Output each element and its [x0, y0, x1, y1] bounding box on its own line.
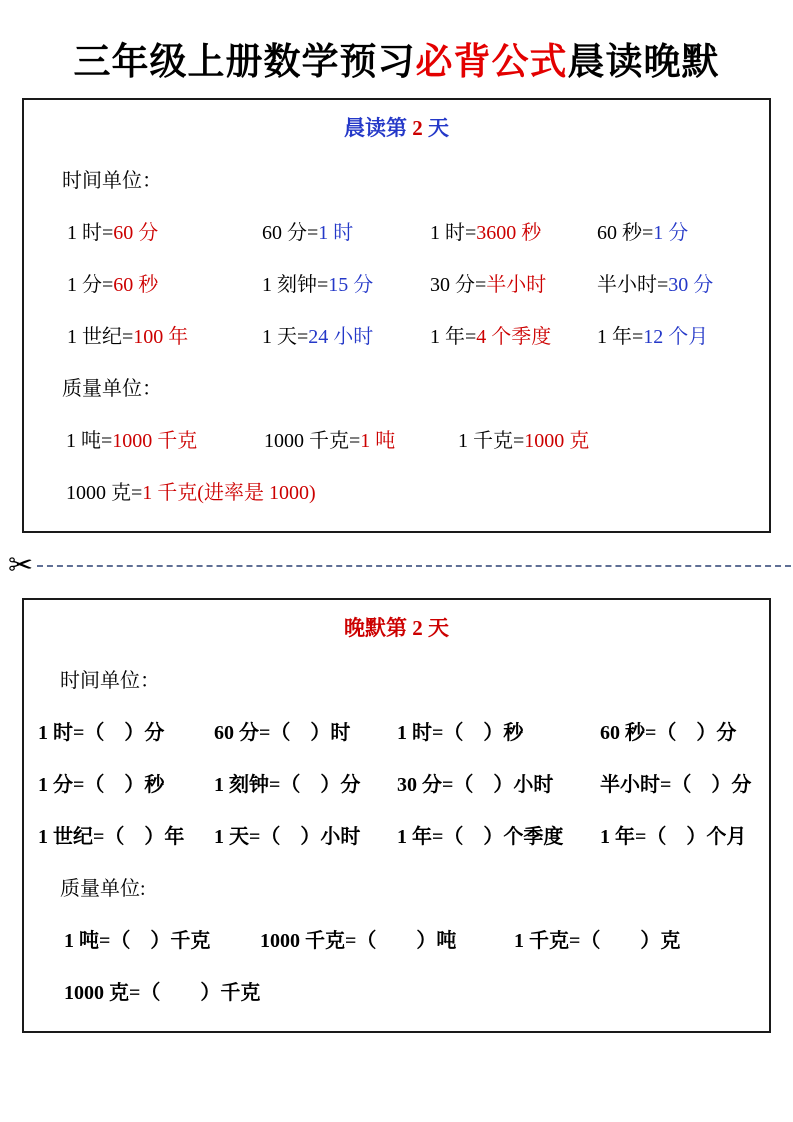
formula-answer: 30 分: [668, 273, 714, 296]
formula-answer: 24 小时: [308, 325, 374, 348]
fill-blank-row: [24, 929, 769, 953]
formula-left: 1 时=: [67, 221, 114, 244]
morning-header: [24, 115, 769, 141]
fill-blank-formula: 60 秒=（ ）分: [600, 721, 737, 744]
formula: [67, 221, 262, 245]
formula-left: 60 秒=: [597, 221, 654, 244]
formula-answer: 1 千克(进率是 1000): [142, 481, 316, 504]
scissors-icon: ✂: [8, 548, 34, 582]
time-units-label: 时间单位：: [60, 669, 160, 692]
cut-line: [0, 549, 793, 583]
morning-reading-box: [22, 98, 771, 533]
morning-header-day-number: 2: [412, 115, 423, 140]
title-prefix: 三年级上册数学预习: [73, 41, 416, 82]
fill-blank-formula: 1 吨=（ ）千克: [64, 929, 211, 952]
title-suffix: 晨读晚默: [567, 41, 720, 82]
formula: [262, 325, 430, 349]
formula: [597, 273, 769, 297]
fill-blank-formula: 1 年=（ ）个季度: [397, 825, 564, 848]
fill-blank-formula: 1 时=（ ）秒: [397, 721, 524, 744]
fill-blank-formula: 1 千克=（ ）克: [514, 929, 681, 952]
fill-blank-formula: 1000 克=（ ）千克: [64, 981, 261, 1004]
fill-blank-formula: 1000 千克=（ ）吨: [260, 929, 457, 952]
fill-blank-formula: 半小时=（ ）分: [600, 773, 752, 796]
formula-left: 1 刻钟=: [262, 273, 329, 296]
fill-blank-row: [24, 825, 769, 849]
formula: [430, 273, 597, 297]
formula: [66, 481, 769, 505]
formula: [262, 273, 430, 297]
formula-answer: 1 分: [653, 221, 689, 244]
fill-blank-formula: 1 年=（ ）个月: [600, 825, 747, 848]
fill-blank-formula: 1 刻钟=（ ）分: [214, 773, 361, 796]
evening-header: 晚默第 2 天: [344, 615, 449, 640]
fill-blank-formula: 1 天=（ ）小时: [214, 825, 361, 848]
formula-left: 1000 克=: [66, 481, 143, 504]
formula-left: 1 世纪=: [67, 325, 134, 348]
formula-left: 60 分=: [262, 221, 319, 244]
evening-dictation-box: [22, 598, 771, 1033]
formula: [597, 221, 769, 245]
formula-row: [24, 273, 769, 297]
formula-left: 1 分=: [67, 273, 114, 296]
formula-left: 1 年=: [597, 325, 644, 348]
fill-blank-formula: 30 分=（ ）小时: [397, 773, 554, 796]
time-units-label: 时间单位：: [62, 169, 162, 192]
title-highlight: 必背公式: [415, 41, 568, 82]
morning-header-pre: 晨读第: [344, 115, 413, 140]
formula-answer: 3600 秒: [476, 221, 542, 244]
formula-answer: 半小时: [486, 273, 547, 296]
fill-blank-formula: 1 世纪=（ ）年: [38, 825, 185, 848]
mass-units-label: 质量单位:: [60, 877, 146, 900]
formula-left: 1 千克=: [458, 429, 525, 452]
formula-left: 半小时=: [597, 273, 669, 296]
formula-answer: 15 分: [328, 273, 374, 296]
fill-blank-row: [24, 981, 769, 1005]
formula-left: 1 时=: [430, 221, 477, 244]
formula: [66, 429, 264, 453]
fill-blank-row: [24, 773, 769, 797]
fill-blank-row: [24, 721, 769, 745]
formula-left: 1 年=: [430, 325, 477, 348]
fill-blank-formula: 1 分=（ ）秒: [38, 773, 165, 796]
formula: [430, 325, 597, 349]
formula: [264, 429, 458, 453]
formula-answer: 1 吨: [360, 429, 396, 452]
mass-units-label: 质量单位：: [62, 377, 162, 400]
formula-left: 30 分=: [430, 273, 487, 296]
formula-answer: 1 时: [318, 221, 354, 244]
formula-answer: 60 秒: [113, 273, 159, 296]
formula-answer: 1000 克: [524, 429, 590, 452]
morning-header-post: 天: [422, 115, 449, 140]
formula-answer: 12 个月: [643, 325, 709, 348]
formula-row: [24, 429, 769, 453]
formula-answer: 60 分: [113, 221, 159, 244]
formula: [262, 221, 430, 245]
formula-left: 1000 千克=: [264, 429, 361, 452]
formula: [67, 273, 262, 297]
formula: [458, 429, 769, 453]
page-title: [0, 42, 793, 83]
formula-answer: 4 个季度: [476, 325, 552, 348]
formula-answer: 100 年: [133, 325, 189, 348]
formula-row: [24, 481, 769, 505]
formula-answer: 1000 千克: [112, 429, 198, 452]
formula-row: [24, 221, 769, 245]
formula-left: 1 吨=: [66, 429, 113, 452]
formula: [597, 325, 769, 349]
formula: [430, 221, 597, 245]
dashed-divider: [37, 565, 791, 567]
formula-row: [24, 325, 769, 349]
formula: [67, 325, 262, 349]
fill-blank-formula: 60 分=（ ）时: [214, 721, 351, 744]
formula-left: 1 天=: [262, 325, 309, 348]
fill-blank-formula: 1 时=（ ）分: [38, 721, 165, 744]
